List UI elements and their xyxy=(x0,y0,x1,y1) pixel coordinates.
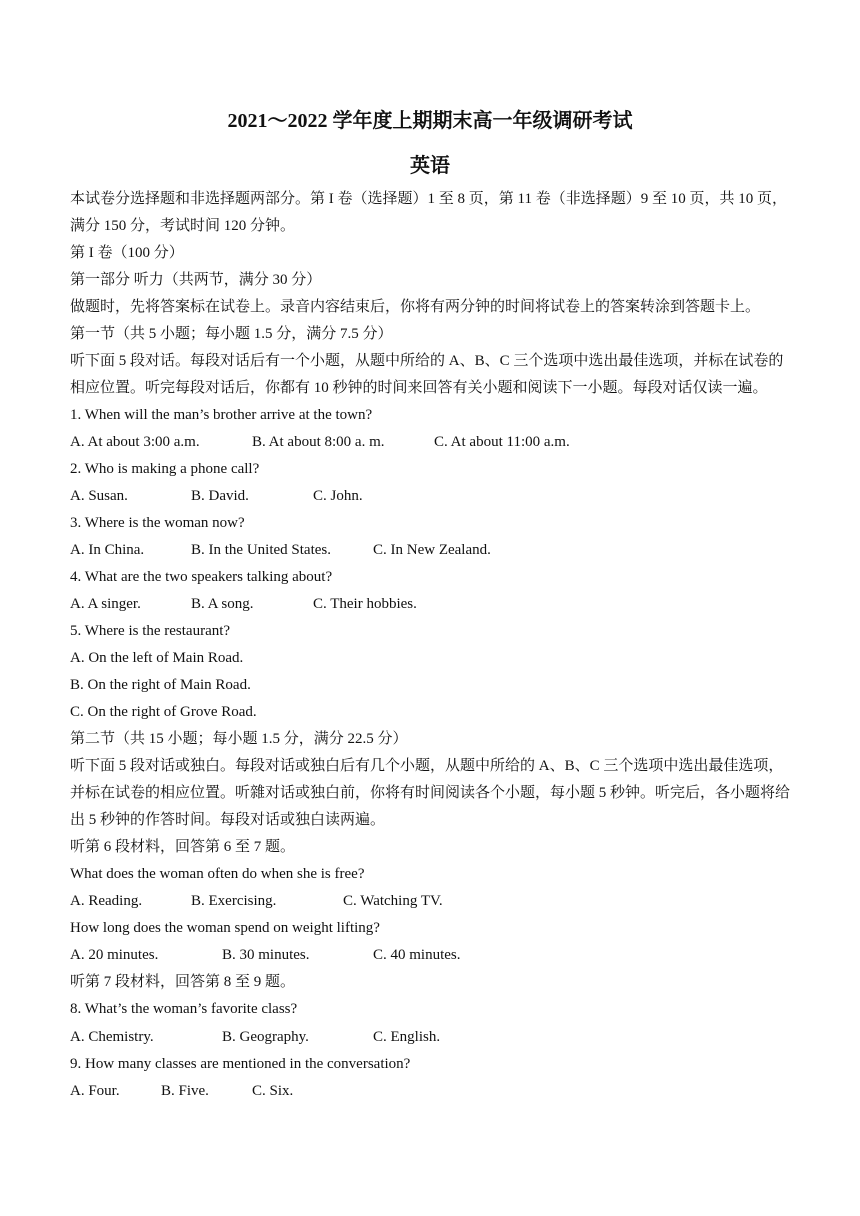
option-c[interactable]: C. In New Zealand. xyxy=(373,542,491,558)
exam-title: 2021～2022 学年度上期期末高一年级调研考试 xyxy=(227,110,633,132)
option-a[interactable]: A. A singer. xyxy=(70,596,141,612)
option-c[interactable]: C. English. xyxy=(373,1029,441,1045)
part-heading: 第一部分 听力（共两节，满分 30 分） xyxy=(70,272,322,288)
intro-line: 听下面 5 段对话。每段对话后有一个小题，从题中所给的 A、B、C 三个选项中选出最佳选项，并标在试卷的 xyxy=(70,353,784,369)
instruction-line: 出 5 秒钟的作答时间。每段对话或独白读两遍。 xyxy=(70,812,386,828)
instruction-line: 并标在试卷的相应位置。听雜对话或独白前，你将有时间阅读各个小题，每小题 5 秒钟。听完后，各小题将给 xyxy=(70,785,791,801)
section-heading: 第一节（共 5 小题；每小题 1.5 分，满分 7.5 分） xyxy=(70,326,393,342)
option-a[interactable]: A. Chemistry. xyxy=(70,1029,154,1045)
material-intro: 听第 7 段材料，回答第 8 至 9 题。 xyxy=(70,974,296,990)
volume-heading: 第 I 卷（100 分） xyxy=(70,245,184,261)
option-c[interactable]: C. John. xyxy=(313,488,363,504)
option-b[interactable]: B. In the United States. xyxy=(191,542,331,558)
option-a[interactable]: A. At about 3:00 a.m. xyxy=(70,434,200,450)
instruction-line: 听下面 5 段对话或独白。每段对话或独白后有几个小题，从题中所给的 A、B、C 三个选项中选出最佳选项， xyxy=(70,758,784,774)
option-c[interactable]: C. Watching TV. xyxy=(343,893,443,909)
intro-line: 相应位置。听完每段对话后，你都有 10 秒钟的时间来回答有关小题和阅读下一小题。每段对话仅读一遍。 xyxy=(70,380,768,396)
option-b[interactable]: B. At about 8:00 a. m. xyxy=(252,434,385,450)
question-text: 9. How many classes are mentioned in the conversation? xyxy=(70,1056,411,1072)
option-b[interactable]: B. Exercising. xyxy=(191,893,277,909)
option-b[interactable]: B. 30 minutes. xyxy=(222,947,310,963)
intro-line: 做题时，先将答案标在试卷上。录音内容结束后，你将有两分钟的时间将试卷上的答案转涂到答题卡上。 xyxy=(70,299,761,315)
option-b[interactable]: B. Five. xyxy=(161,1083,209,1099)
option-c[interactable]: C. On the right of Grove Road. xyxy=(70,704,257,720)
option-c[interactable]: C. Six. xyxy=(252,1083,294,1099)
question-text: 1. When will the man’s brother arrive at the town? xyxy=(70,407,373,423)
option-a[interactable]: A. 20 minutes. xyxy=(70,947,159,963)
option-c[interactable]: C. 40 minutes. xyxy=(373,947,461,963)
option-a[interactable]: A. In China. xyxy=(70,542,145,558)
section-heading: 第二节（共 15 小题；每小题 1.5 分，满分 22.5 分） xyxy=(70,731,408,747)
option-c[interactable]: C. Their hobbies. xyxy=(313,596,417,612)
option-a[interactable]: A. Susan. xyxy=(70,488,128,504)
option-b[interactable]: B. David. xyxy=(191,488,249,504)
question-text: 5. Where is the restaurant? xyxy=(70,623,231,639)
question-text: How long does the woman spend on weight lifting? xyxy=(70,920,380,936)
question-text: What does the woman often do when she is free? xyxy=(70,866,365,882)
option-b[interactable]: B. On the right of Main Road. xyxy=(70,677,251,693)
intro-line: 本试卷分选择题和非选择题两部分。第 I 卷（选择题）1 至 8 页，第 11 卷（非选择题）9 至 10 页，共 10 页， xyxy=(70,191,787,207)
question-text: 8. What’s the woman’s favorite class? xyxy=(70,1001,298,1017)
option-b[interactable]: B. A song. xyxy=(191,596,254,612)
question-text: 3. Where is the woman now? xyxy=(70,515,245,531)
subject-title: 英语 xyxy=(410,155,450,177)
option-a[interactable]: A. Four. xyxy=(70,1083,120,1099)
question-text: 2. Who is making a phone call? xyxy=(70,461,260,477)
material-intro: 听第 6 段材料，回答第 6 至 7 题。 xyxy=(70,839,296,855)
intro-line: 满分 150 分，考试时间 120 分钟。 xyxy=(70,218,296,234)
question-text: 4. What are the two speakers talking about? xyxy=(70,569,333,585)
option-a[interactable]: A. On the left of Main Road. xyxy=(70,650,244,666)
option-a[interactable]: A. Reading. xyxy=(70,893,143,909)
option-b[interactable]: B. Geography. xyxy=(222,1029,309,1045)
option-c[interactable]: C. At about 11:00 a.m. xyxy=(434,434,570,450)
